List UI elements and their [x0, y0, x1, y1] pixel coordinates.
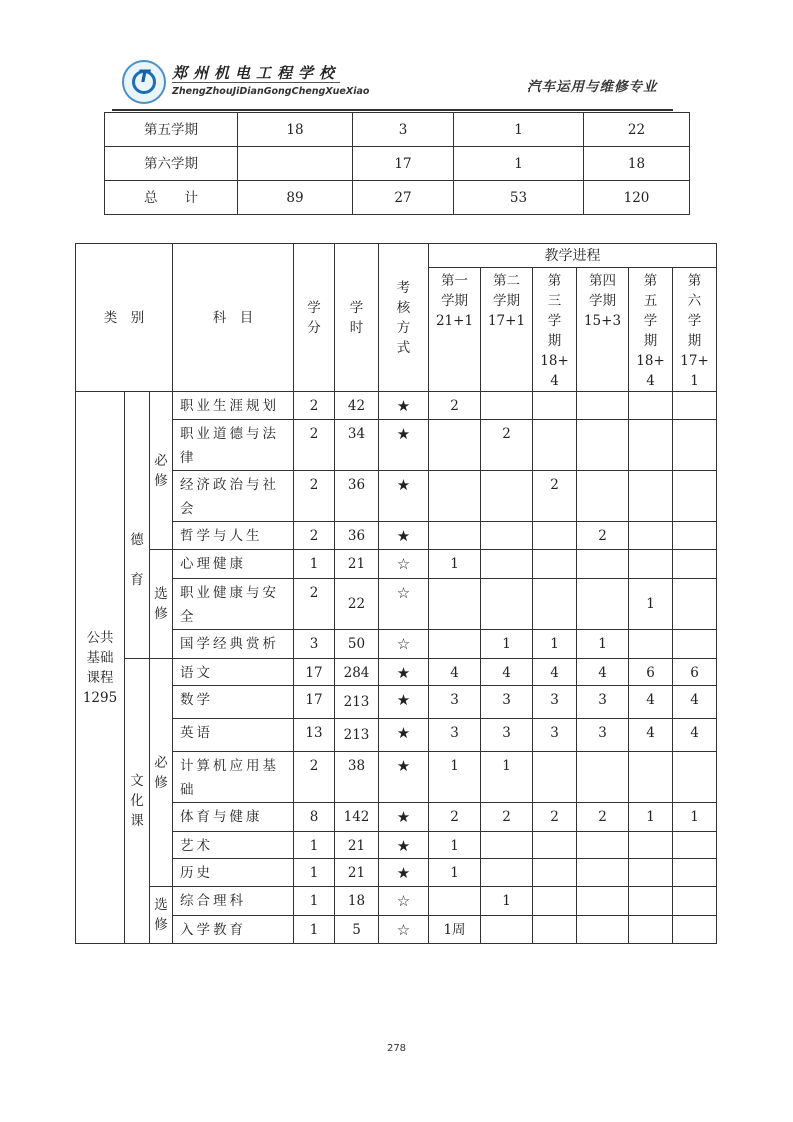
- term-5-hours: 1: [629, 803, 673, 832]
- elective-label: 选 修: [150, 550, 173, 659]
- term-5-hours: [629, 887, 673, 916]
- credits-value: 2: [294, 392, 335, 420]
- term-5-hours: [629, 550, 673, 579]
- summary-cell-c3: 1: [454, 147, 584, 181]
- course-row: [76, 659, 717, 686]
- header-assessment: 考 核 方 式: [379, 244, 429, 392]
- credits-value: 17: [294, 659, 335, 686]
- header-term-3: 第 三 学 期 18+ 4: [533, 268, 577, 392]
- term-1-hours: 4: [429, 659, 481, 686]
- divider: [172, 82, 340, 83]
- term-5-hours: [629, 752, 673, 803]
- subject-name: 入学教育: [173, 916, 294, 944]
- header-term-2: 第二 学期 17+1: [481, 268, 533, 392]
- exam-star-icon: ★: [379, 420, 429, 471]
- hours-value: 22: [335, 579, 379, 630]
- credits-value: 1: [294, 832, 335, 859]
- term-3-hours: [533, 859, 577, 887]
- subgroup-culture: 文 化 课: [125, 659, 150, 944]
- course-row: [76, 686, 717, 719]
- term-6-hours: [673, 859, 717, 887]
- course-row: [76, 803, 717, 832]
- term-4-hours: [577, 859, 629, 887]
- subject-name: 职业生涯规划: [173, 392, 294, 420]
- summary-row: [105, 147, 690, 181]
- subject-name: 艺术: [173, 832, 294, 859]
- exam-star-icon: ★: [379, 471, 429, 522]
- summary-cell-total: 120: [584, 181, 690, 215]
- credits-value: 1: [294, 887, 335, 916]
- term-3-hours: [533, 916, 577, 944]
- term-4-hours: [577, 550, 629, 579]
- term-4-hours: 1: [577, 630, 629, 659]
- hours-value: 21: [335, 832, 379, 859]
- term-5-hours: [629, 916, 673, 944]
- hours-value: 213: [335, 686, 379, 719]
- term-1-hours: [429, 471, 481, 522]
- school-logo-icon: [122, 60, 166, 104]
- term-4-hours: 2: [577, 803, 629, 832]
- course-row: [76, 471, 717, 522]
- hours-value: 34: [335, 420, 379, 471]
- credits-value: 2: [294, 522, 335, 550]
- term-2-hours: [481, 859, 533, 887]
- subject-name: 职业健康与安全: [173, 579, 294, 630]
- term-6-hours: [673, 887, 717, 916]
- credits-value: 13: [294, 719, 335, 752]
- credits-value: 3: [294, 630, 335, 659]
- summary-cell-c2: 17: [353, 147, 454, 181]
- term-3-hours: 1: [533, 630, 577, 659]
- course-row: [76, 522, 717, 550]
- page-header: [0, 0, 793, 115]
- subject-name: 计算机应用基础: [173, 752, 294, 803]
- term-5-hours: [629, 392, 673, 420]
- term-2-hours: [481, 550, 533, 579]
- exam-star-icon: ★: [379, 832, 429, 859]
- summary-cell-total: 22: [584, 113, 690, 147]
- term-2-hours: [481, 392, 533, 420]
- term-5-hours: [629, 522, 673, 550]
- term-1-hours: 1: [429, 859, 481, 887]
- hours-value: 213: [335, 719, 379, 752]
- subject-name: 哲学与人生: [173, 522, 294, 550]
- summary-cell-c2: 27: [353, 181, 454, 215]
- subject-name: 职业道德与法律: [173, 420, 294, 471]
- term-4-hours: [577, 916, 629, 944]
- subject-name: 体育与健康: [173, 803, 294, 832]
- summary-cell-label: 第六学期: [105, 147, 238, 181]
- term-2-hours: [481, 916, 533, 944]
- term-6-hours: 1: [673, 803, 717, 832]
- check-star-icon: ☆: [379, 916, 429, 944]
- term-1-hours: 2: [429, 803, 481, 832]
- term-5-hours: 6: [629, 659, 673, 686]
- term-1-hours: [429, 579, 481, 630]
- term-5-hours: 1: [629, 579, 673, 630]
- course-row: [76, 630, 717, 659]
- term-5-hours: [629, 832, 673, 859]
- term-6-hours: [673, 579, 717, 630]
- term-6-hours: [673, 832, 717, 859]
- term-2-hours: 2: [481, 420, 533, 471]
- check-star-icon: ☆: [379, 550, 429, 579]
- summary-cell-c2: 3: [353, 113, 454, 147]
- subject-name: 历史: [173, 859, 294, 887]
- term-2-hours: [481, 832, 533, 859]
- hours-value: 142: [335, 803, 379, 832]
- term-1-hours: 1: [429, 550, 481, 579]
- term-5-hours: [629, 859, 673, 887]
- summary-row: [105, 113, 690, 147]
- term-1-hours: 1周: [429, 916, 481, 944]
- term-2-hours: 3: [481, 719, 533, 752]
- term-5-hours: [629, 630, 673, 659]
- group-public-basic: 公共 基础 课程 1295: [76, 392, 125, 944]
- summary-cell-label: 总 计: [105, 181, 238, 215]
- exam-star-icon: ★: [379, 522, 429, 550]
- summary-cell-c1: [238, 147, 353, 181]
- term-3-hours: [533, 752, 577, 803]
- course-row: [76, 832, 717, 859]
- term-2-hours: 3: [481, 686, 533, 719]
- term-1-hours: [429, 522, 481, 550]
- term-2-hours: 2: [481, 803, 533, 832]
- term-5-hours: 4: [629, 686, 673, 719]
- term-6-hours: [673, 522, 717, 550]
- term-5-hours: 4: [629, 719, 673, 752]
- course-row: [76, 420, 717, 471]
- term-1-hours: 3: [429, 719, 481, 752]
- credits-value: 1: [294, 916, 335, 944]
- school-name-cn: 郑州机电工程学校: [172, 64, 341, 82]
- course-row: [76, 579, 717, 630]
- elective-label: 选 修: [150, 887, 173, 944]
- term-5-hours: [629, 420, 673, 471]
- term-6-hours: [673, 630, 717, 659]
- term-6-hours: [673, 392, 717, 420]
- summary-table: [104, 112, 690, 215]
- term-1-hours: 1: [429, 832, 481, 859]
- header-term-5: 第 五 学 期 18+ 4: [629, 268, 673, 392]
- term-6-hours: [673, 752, 717, 803]
- term-3-hours: [533, 832, 577, 859]
- term-2-hours: [481, 471, 533, 522]
- hours-value: 18: [335, 887, 379, 916]
- term-1-hours: [429, 420, 481, 471]
- term-4-hours: 2: [577, 522, 629, 550]
- header-credits: 学 分: [294, 244, 335, 392]
- course-row: [76, 859, 717, 887]
- summary-cell-c3: 53: [454, 181, 584, 215]
- term-1-hours: [429, 630, 481, 659]
- term-6-hours: [673, 916, 717, 944]
- subject-name: 语文: [173, 659, 294, 686]
- term-3-hours: [533, 550, 577, 579]
- check-star-icon: ☆: [379, 887, 429, 916]
- credits-value: 2: [294, 420, 335, 471]
- header-subject: 科 目: [173, 244, 294, 392]
- term-4-hours: 3: [577, 719, 629, 752]
- hours-value: 36: [335, 522, 379, 550]
- term-2-hours: [481, 522, 533, 550]
- credits-value: 8: [294, 803, 335, 832]
- course-row: [76, 752, 717, 803]
- term-6-hours: [673, 420, 717, 471]
- subject-name: 英语: [173, 719, 294, 752]
- term-4-hours: [577, 471, 629, 522]
- header-term-4: 第四 学期 15+3: [577, 268, 629, 392]
- summary-cell-label: 第五学期: [105, 113, 238, 147]
- exam-star-icon: ★: [379, 803, 429, 832]
- check-star-icon: ☆: [379, 579, 429, 630]
- term-6-hours: [673, 550, 717, 579]
- term-6-hours: [673, 471, 717, 522]
- header-progress: 教学进程: [429, 244, 717, 268]
- credits-value: 2: [294, 752, 335, 803]
- subject-name: 经济政治与社会: [173, 471, 294, 522]
- course-row: [76, 392, 717, 420]
- term-3-hours: [533, 522, 577, 550]
- term-4-hours: [577, 752, 629, 803]
- term-4-hours: 3: [577, 686, 629, 719]
- term-3-hours: [533, 420, 577, 471]
- summary-cell-c3: 1: [454, 113, 584, 147]
- subject-name: 综合理科: [173, 887, 294, 916]
- term-5-hours: [629, 471, 673, 522]
- summary-cell-c1: 18: [238, 113, 353, 147]
- term-4-hours: [577, 579, 629, 630]
- exam-star-icon: ★: [379, 719, 429, 752]
- term-4-hours: [577, 392, 629, 420]
- term-4-hours: [577, 832, 629, 859]
- term-3-hours: [533, 392, 577, 420]
- exam-star-icon: ★: [379, 686, 429, 719]
- subgroup-moral: 德 育: [125, 392, 150, 659]
- credits-value: 2: [294, 579, 335, 630]
- course-row: [76, 916, 717, 944]
- exam-star-icon: ★: [379, 392, 429, 420]
- exam-star-icon: ★: [379, 659, 429, 686]
- credits-value: 1: [294, 550, 335, 579]
- term-6-hours: 4: [673, 686, 717, 719]
- header-rule: [112, 109, 673, 111]
- subject-name: 国学经典赏析: [173, 630, 294, 659]
- hours-value: 21: [335, 859, 379, 887]
- exam-star-icon: ★: [379, 859, 429, 887]
- required-label: 必 修: [150, 392, 173, 550]
- hours-value: 36: [335, 471, 379, 522]
- page-number: 278: [386, 1043, 407, 1054]
- course-table: [75, 243, 717, 944]
- term-4-hours: 4: [577, 659, 629, 686]
- course-row: [76, 887, 717, 916]
- term-3-hours: 2: [533, 803, 577, 832]
- hours-value: 42: [335, 392, 379, 420]
- header-term-6: 第 六 学 期 17+ 1: [673, 268, 717, 392]
- term-3-hours: [533, 579, 577, 630]
- term-3-hours: 2: [533, 471, 577, 522]
- header-category: 类 别: [76, 244, 173, 392]
- course-row: [76, 719, 717, 752]
- summary-cell-total: 18: [584, 147, 690, 181]
- check-star-icon: ☆: [379, 630, 429, 659]
- term-2-hours: 1: [481, 752, 533, 803]
- hours-value: 21: [335, 550, 379, 579]
- hours-value: 284: [335, 659, 379, 686]
- term-3-hours: 4: [533, 659, 577, 686]
- term-6-hours: 6: [673, 659, 717, 686]
- term-2-hours: [481, 579, 533, 630]
- term-1-hours: 3: [429, 686, 481, 719]
- major-title: 汽车运用与维修专业: [527, 79, 658, 95]
- logo-letter: T: [138, 67, 150, 87]
- header-term-1: 第一 学期 21+1: [429, 268, 481, 392]
- exam-star-icon: ★: [379, 752, 429, 803]
- term-1-hours: 2: [429, 392, 481, 420]
- summary-cell-c1: 89: [238, 181, 353, 215]
- header-hours: 学 时: [335, 244, 379, 392]
- term-3-hours: [533, 887, 577, 916]
- term-1-hours: 1: [429, 752, 481, 803]
- term-1-hours: [429, 887, 481, 916]
- course-row: [76, 550, 717, 579]
- school-name-en: ZhengZhouJiDianGongChengXueXiao: [172, 86, 370, 97]
- term-4-hours: [577, 420, 629, 471]
- term-3-hours: 3: [533, 719, 577, 752]
- subject-name: 数学: [173, 686, 294, 719]
- term-2-hours: 1: [481, 630, 533, 659]
- term-4-hours: [577, 887, 629, 916]
- term-2-hours: 4: [481, 659, 533, 686]
- credits-value: 1: [294, 859, 335, 887]
- term-6-hours: 4: [673, 719, 717, 752]
- required-label: 必 修: [150, 659, 173, 887]
- credits-value: 2: [294, 471, 335, 522]
- hours-value: 50: [335, 630, 379, 659]
- subject-name: 心理健康: [173, 550, 294, 579]
- hours-value: 5: [335, 916, 379, 944]
- term-3-hours: 3: [533, 686, 577, 719]
- term-2-hours: 1: [481, 887, 533, 916]
- summary-row: [105, 181, 690, 215]
- credits-value: 17: [294, 686, 335, 719]
- hours-value: 38: [335, 752, 379, 803]
